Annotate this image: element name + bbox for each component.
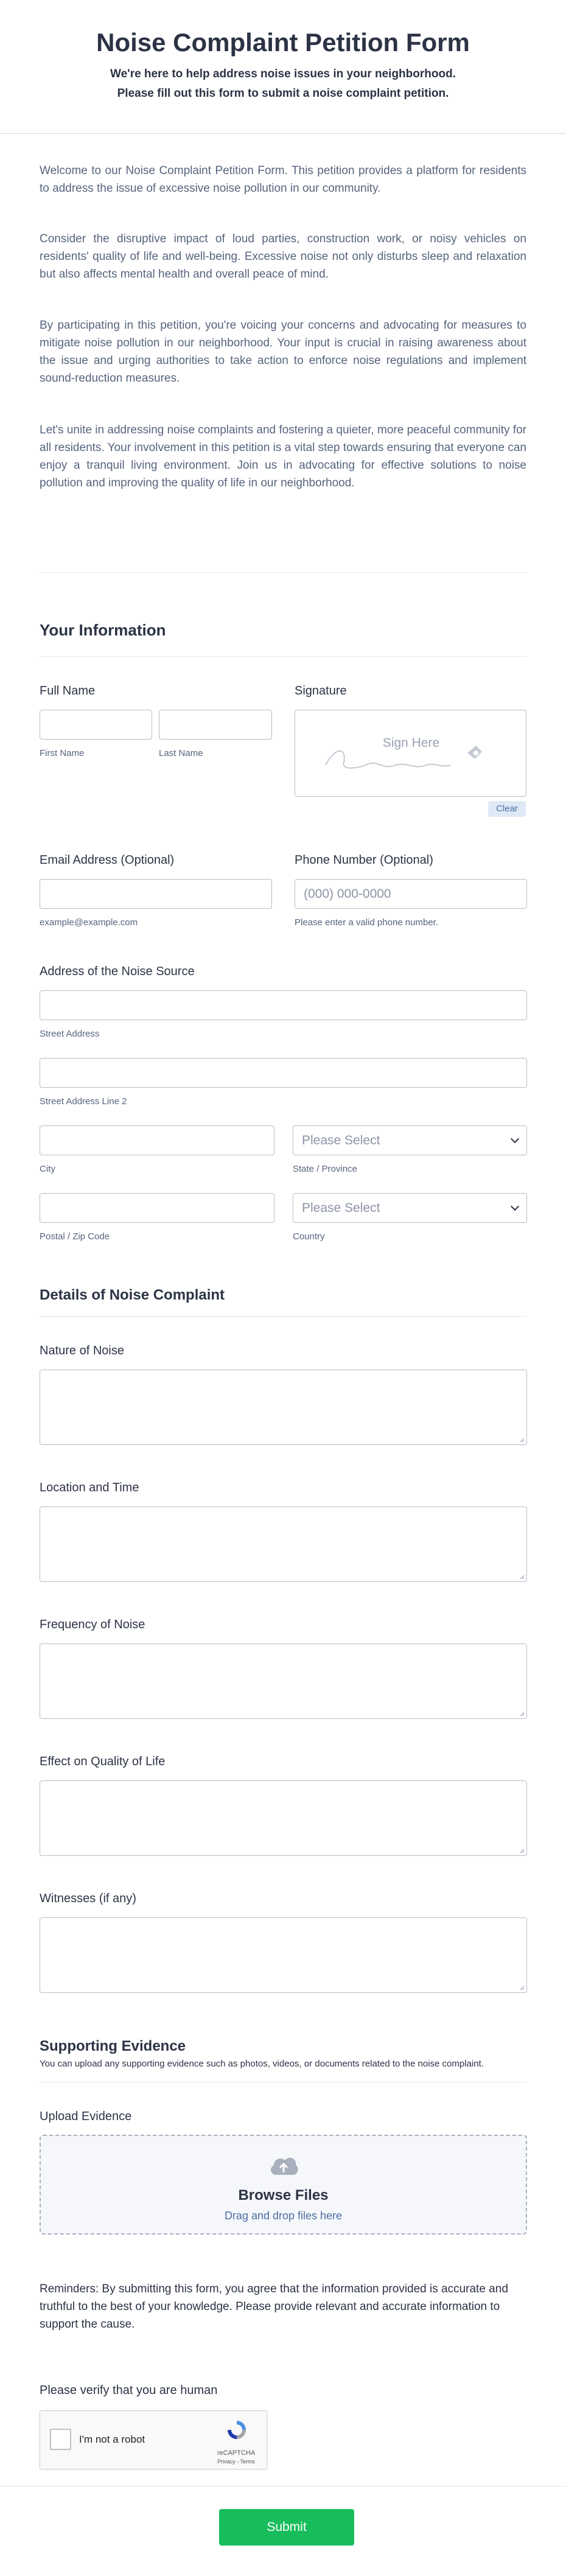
recaptcha-brand: reCAPTCHA [217,2449,256,2457]
witnesses-textarea[interactable] [40,1917,527,1993]
nature-of-noise-textarea[interactable] [40,1370,527,1445]
state-sublabel: State / Province [293,1164,357,1174]
email-input[interactable] [40,879,272,909]
frequency-of-noise-label: Frequency of Noise [40,1618,145,1631]
frequency-of-noise-textarea[interactable] [40,1643,527,1719]
divider [40,656,526,657]
form-header [0,0,566,134]
chevron-down-icon [511,1135,519,1143]
chevron-down-icon [511,1202,519,1211]
divider [0,2486,566,2487]
divider [40,572,526,573]
country-select[interactable] [293,1193,527,1223]
first-name-sublabel: First Name [40,748,85,758]
phone-label: Phone Number (Optional) [295,853,433,867]
resize-grip-icon[interactable] [519,1437,525,1443]
last-name-sublabel: Last Name [159,748,203,758]
postal-code-input[interactable] [40,1193,274,1223]
signature-scribble-icon [323,735,505,777]
recaptcha-terms[interactable]: Privacy - Terms [217,2459,255,2465]
signature-clear-button[interactable]: Clear [488,801,526,817]
section-title-details: Details of Noise Complaint [40,1287,225,1303]
section-title-supporting-evidence: Supporting Evidence [40,2038,186,2054]
street-address-input[interactable] [40,990,527,1020]
intro-paragraph-2: Consider the disruptive impact of loud parties, construction work, or noisy vehicles on residents' quality of life and well-being. Excessive noise not only disturbs sleep and relaxation but also affects mental health and overall peace of mind. [40,233,526,281]
last-name-input[interactable] [159,710,272,740]
postal-code-sublabel: Postal / Zip Code [40,1231,110,1242]
city-input[interactable] [40,1125,274,1155]
location-and-time-label: Location and Time [40,1481,139,1494]
phone-input[interactable]: (000) 000-0000 [295,879,527,909]
recaptcha-checkbox[interactable] [50,2429,71,2450]
full-name-label: Full Name [40,684,96,698]
resize-grip-icon[interactable] [519,1984,525,1990]
first-name-input[interactable] [40,710,152,740]
file-upload-dropzone[interactable] [40,2135,527,2235]
recaptcha-widget [40,2410,267,2469]
cloud-upload-icon [268,2153,299,2177]
location-and-time-textarea[interactable] [40,1507,527,1582]
street-address-line2-input[interactable] [40,1058,527,1088]
state-select-value: Please Select [302,1133,380,1147]
state-select[interactable] [293,1125,527,1155]
country-sublabel: Country [293,1231,325,1242]
nature-of-noise-label: Nature of Noise [40,1344,124,1357]
upload-evidence-label: Upload Evidence [40,2110,132,2123]
submit-button[interactable]: Submit [219,2509,354,2546]
email-label: Email Address (Optional) [40,853,175,867]
page-title: Noise Complaint Petition Form [96,28,470,57]
signature-label: Signature [295,684,347,698]
resize-grip-icon[interactable] [519,1710,525,1717]
witnesses-label: Witnesses (if any) [40,1892,136,1905]
drag-drop-hint: Drag and drop files here [224,2210,343,2222]
country-select-value: Please Select [302,1201,380,1215]
intro-paragraph-4: Let's unite in addressing noise complaints and fostering a quieter, more peaceful community for all residents. Your involvement in this petition is a vital step towards ensuring that everyone can enjoy a tranquil living environment. Join us in advocating for effective solutions to noise pollution and improving the quality of life in our neighborhood. [40,424,526,489]
captcha-label: Please verify that you are human [40,2384,218,2397]
effect-on-quality-textarea[interactable] [40,1780,527,1856]
signature-pad[interactable] [295,710,526,797]
intro-paragraph-3: By participating in this petition, you're voicing your concerns and advocating for measures to mitigate noise pollution in our neighborhood. Your input is crucial in raising awareness about the issue and urging authorities to take action to enforce noise regulations and implement sound-reduction measures. [40,319,526,385]
recaptcha-logo-icon [225,2418,248,2441]
section-title-your-information: Your Information [40,621,166,639]
street-address-line2-sublabel: Street Address Line 2 [40,1096,127,1107]
reminder-text: Reminders: By submitting this form, you agree that the information provided is accurate and truthful to the best of your knowledge. Please provide relevant and accurate information to support the cause. [40,2283,508,2331]
intro-paragraph-1: Welcome to our Noise Complaint Petition Form. This petition provides a platform for residents to address the issue of excessive noise pollution in our community. [40,164,526,195]
effect-on-quality-label: Effect on Quality of Life [40,1755,166,1768]
signature-placeholder: Sign Here [382,736,440,750]
address-label: Address of the Noise Source [40,965,195,978]
divider [40,1316,526,1317]
city-sublabel: City [40,1164,55,1174]
resize-grip-icon[interactable] [519,1573,525,1580]
recaptcha-text: I'm not a robot [79,2434,145,2445]
section-subtitle-supporting-evidence: You can upload any supporting evidence such as photos, videos, or documents related to the noise complaint. [40,2059,484,2069]
browse-files-button[interactable]: Browse Files [238,2187,329,2203]
email-sublabel: example@example.com [40,917,138,928]
street-address-sublabel: Street Address [40,1029,100,1039]
resize-grip-icon[interactable] [519,1847,525,1853]
phone-sublabel: Please enter a valid phone number. [295,917,438,928]
page-subtitle: We're here to help address noise issues in your neighborhood. Please fill out this form to submit a noise complaint petition. [110,68,456,100]
